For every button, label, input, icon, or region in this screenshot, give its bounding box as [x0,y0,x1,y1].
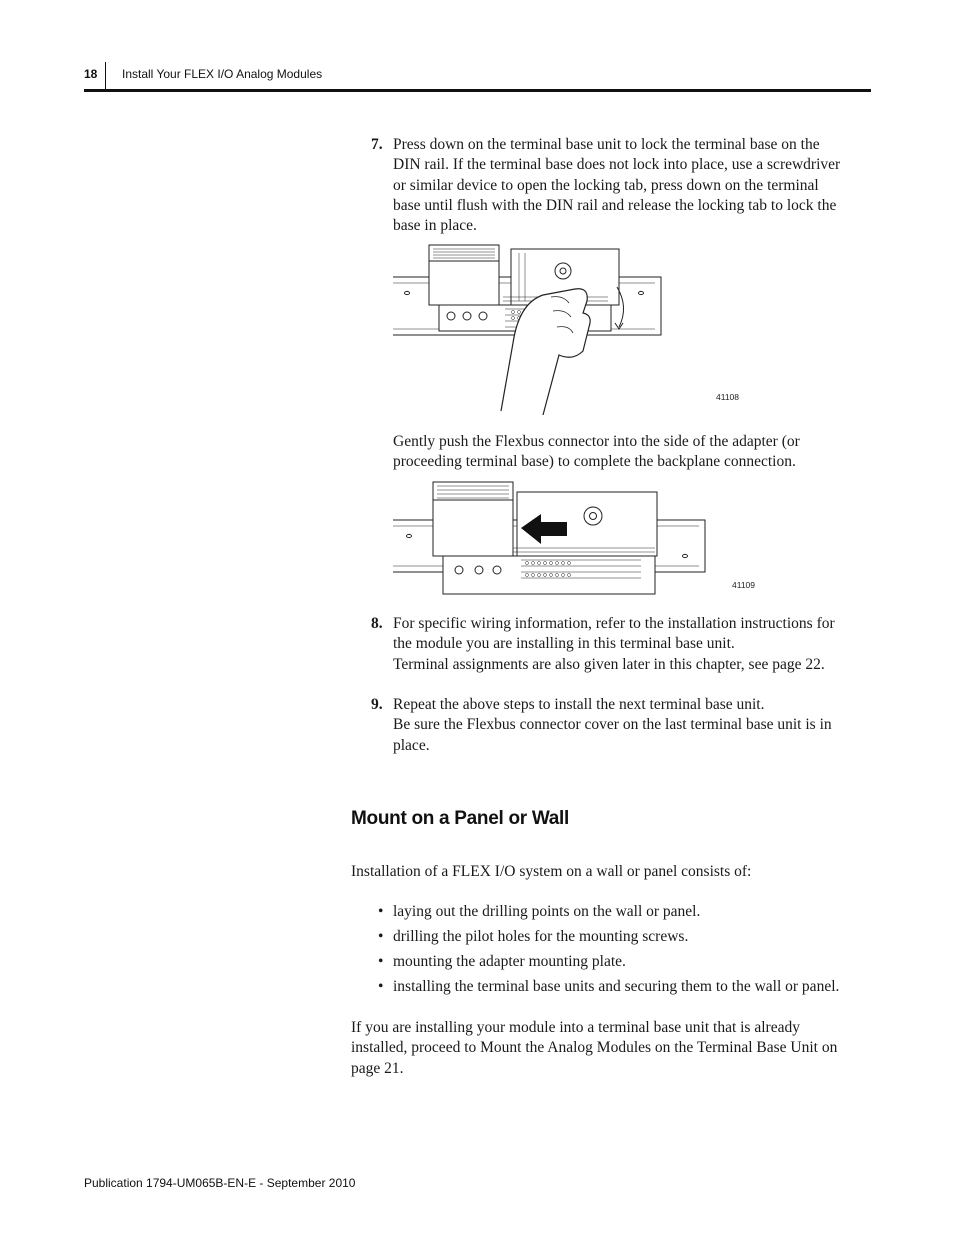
step-7-line: base in place. [393,217,477,235]
closing-line: If you are installing your module into a terminal base unit that is already [351,1019,800,1036]
list-item [378,977,839,1002]
figure-flexbus-connector [393,478,713,598]
closing-paragraph [351,1018,876,1079]
list-item-text: drilling the pilot holes for the mounting screws. [393,928,689,945]
bullet-glyph: • [378,928,384,945]
step-7-line: DIN rail. If the terminal base does not lock into place, use a screwdriver [393,156,841,174]
closing-line: installed, proceed to Mount the Analog Modules on the Terminal Base Unit on [351,1039,838,1057]
bullet-glyph: • [378,903,384,920]
step-7-line: Press down on the terminal base unit to lock the terminal base on the [393,136,820,153]
list-item [378,927,839,952]
step-7-line: base until flush with the DIN rail and release the locking tab to lock the [393,196,837,214]
closing-line: page 21. [351,1059,404,1077]
figure-press-terminal-base [393,243,673,415]
figure-1-id: 41108 [716,392,740,402]
bullet-list [378,902,839,1002]
flexbus-paragraph [393,432,873,473]
header-divider [105,62,106,90]
figure-2-id: 41109 [732,580,756,590]
list-item-text: mounting the adapter mounting plate. [393,953,626,970]
step-9-line: Be sure the Flexbus connector cover on the last terminal base unit is in [393,716,832,734]
publication-footer: Publication 1794-UM065B-EN-E - September 2010 [84,1176,356,1190]
step-8-number: 8. [371,615,383,632]
list-item-text: laying out the drilling points on the wall or panel. [393,903,701,920]
step-9-number: 9. [371,696,383,713]
step-7-text [393,135,873,236]
step-9-line: place. [393,736,430,754]
step-7-number: 7. [371,136,383,153]
page-number: 18 [84,67,98,81]
bullet-glyph: • [378,953,384,970]
list-item [378,902,839,927]
section-intro: Installation of a FLEX I/O system on a wall or panel consists of: [351,863,752,880]
flexbus-line: Gently push the Flexbus connector into the side of the adapter (or [393,433,800,450]
step-8-line: the module you are installing in this terminal base unit. [393,635,735,653]
step-8-line: Terminal assignments are also given later in this chapter, see page 22. [393,655,825,673]
flexbus-line: proceeding terminal base) to complete the backplane connection. [393,453,796,471]
step-8-text [393,614,873,675]
section-heading: Mount on a Panel or Wall [351,808,569,829]
step-7-line: or similar device to open the locking tab, press down on the terminal [393,176,819,194]
step-9-line: Repeat the above steps to install the next terminal base unit. [393,696,765,713]
header-rule [84,89,871,92]
bullet-glyph: • [378,978,384,995]
step-9-text [393,695,873,756]
step-8-line: For specific wiring information, refer to the installation instructions for [393,615,835,632]
list-item-text: installing the terminal base units and securing them to the wall or panel. [393,978,840,995]
list-item [378,952,839,977]
running-title: Install Your FLEX I/O Analog Modules [122,67,323,81]
